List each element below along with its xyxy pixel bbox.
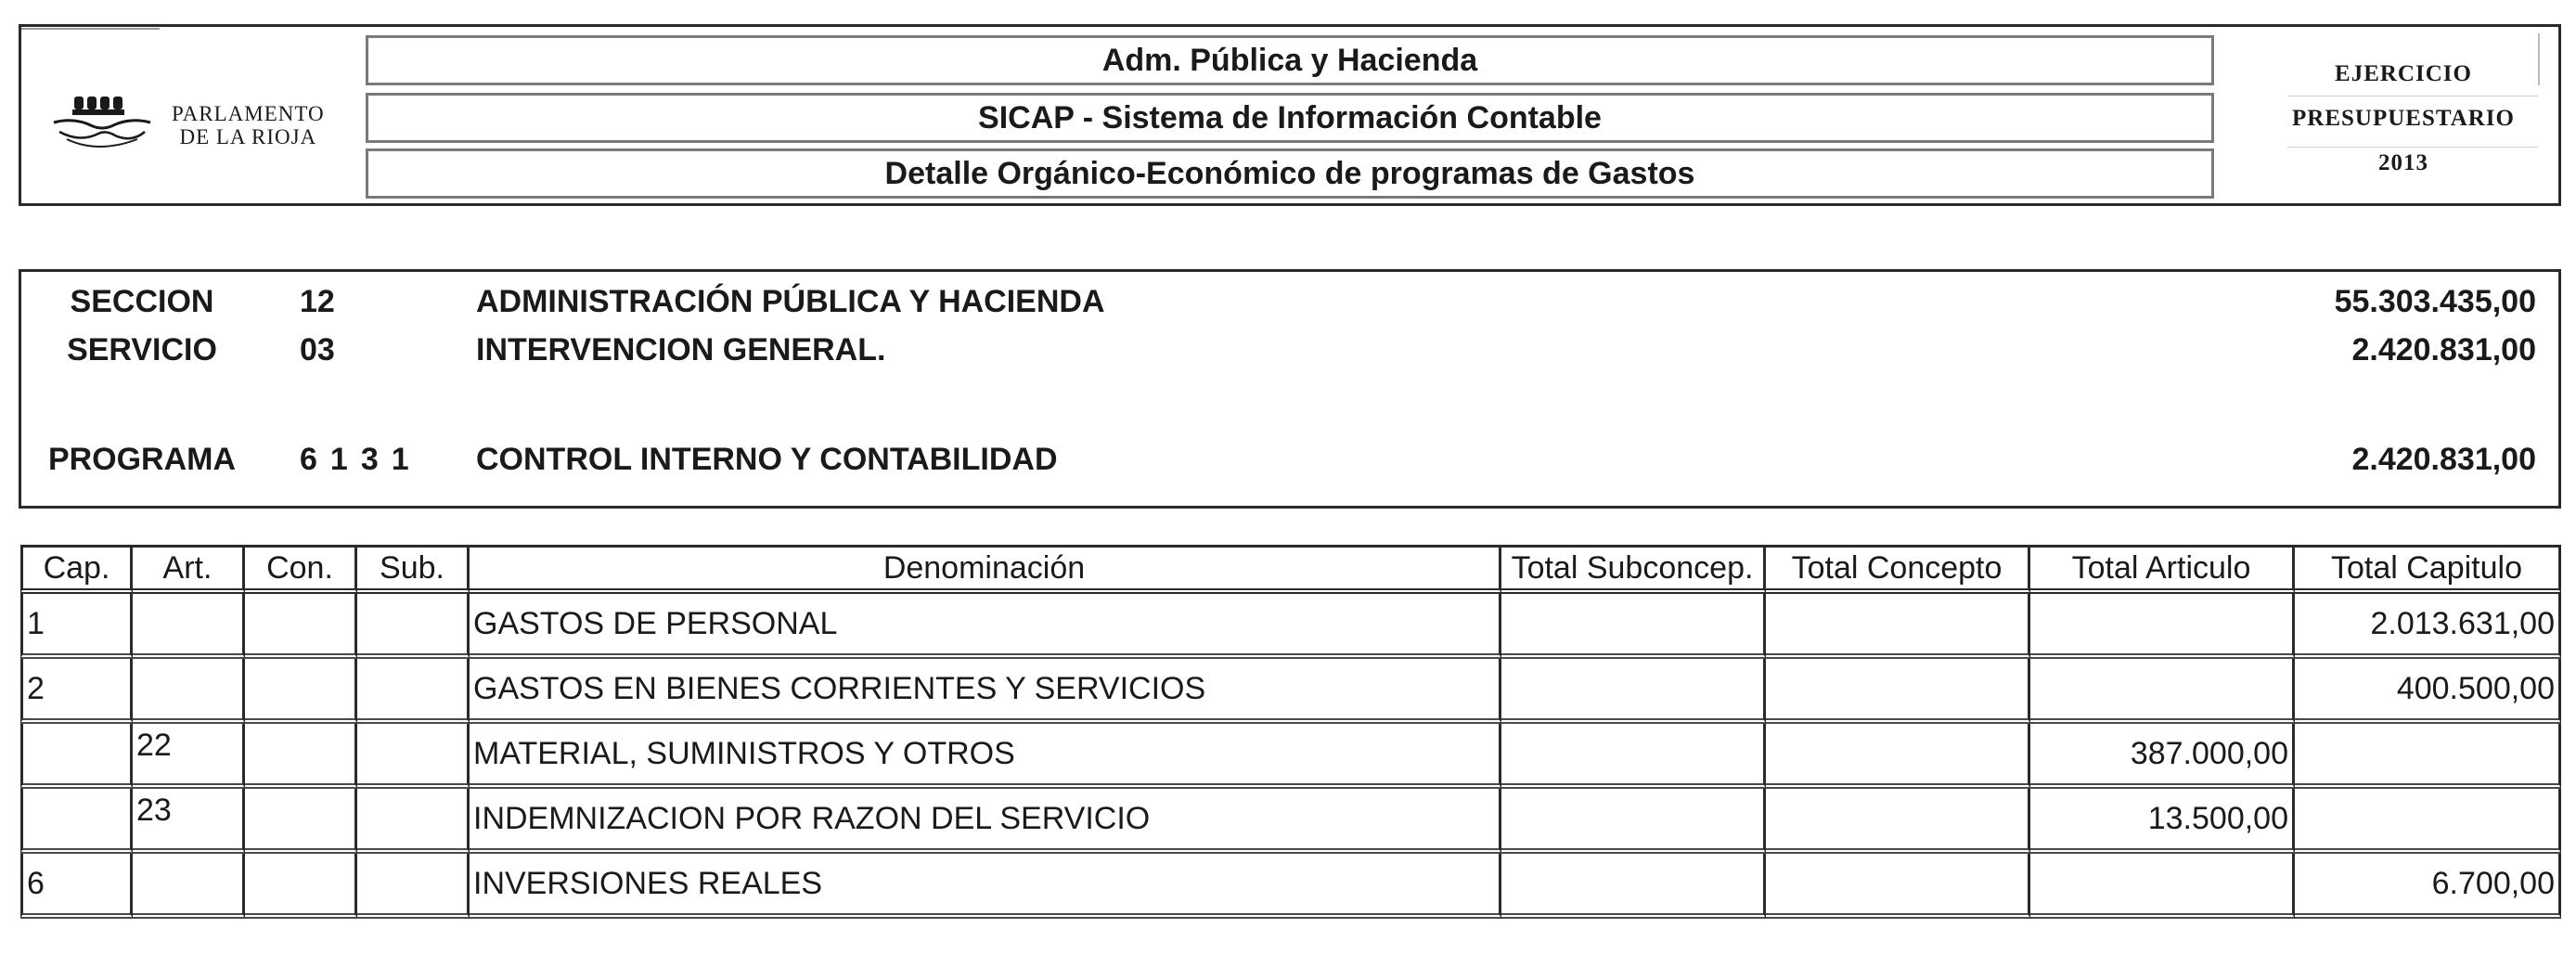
cell-total-concepto xyxy=(1766,594,2030,659)
parliament-logo xyxy=(28,65,334,167)
cell-total-capitulo: 6.700,00 xyxy=(2295,854,2561,919)
cell-total-capitulo: 2.013.631,00 xyxy=(2295,594,2561,659)
cell-total-concepto xyxy=(1766,854,2030,919)
presupuestario-label: PRESUPUESTARIO xyxy=(2292,106,2515,131)
cell-total-subconcep xyxy=(1501,659,1766,724)
header-title-line-1: Adm. Pública y Hacienda xyxy=(366,35,2214,85)
programa-label: PROGRAMA xyxy=(47,442,237,477)
seccion-name: ADMINISTRACIÓN PÚBLICA Y HACIENDA xyxy=(476,284,1105,319)
cell-art: 22 xyxy=(133,724,245,789)
parliament-emblem-icon xyxy=(46,84,158,158)
program-info-box xyxy=(19,269,2561,509)
servicio-amount: 2.420.831,00 xyxy=(2351,332,2536,367)
logo-text-line-1: PARLAMENTO xyxy=(172,102,325,125)
gastos-detail-table xyxy=(20,545,2561,919)
cell-total-concepto xyxy=(1766,789,2030,854)
seccion-code: 12 xyxy=(300,284,335,319)
ejercicio-label: EJERCICIO xyxy=(2335,61,2472,86)
cell-denominacion: GASTOS EN BIENES CORRIENTES Y SERVICIOS xyxy=(470,659,1501,724)
programa-row xyxy=(21,439,2558,480)
cell-sub xyxy=(357,724,470,789)
col-header-total-concepto: Total Concepto xyxy=(1766,545,2030,594)
cell-cap: 6 xyxy=(20,854,133,919)
ejercicio-rule-2 xyxy=(2287,147,2538,148)
cell-sub xyxy=(357,594,470,659)
cell-con xyxy=(245,724,357,789)
cell-con xyxy=(245,854,357,919)
cell-total-articulo: 13.500,00 xyxy=(2030,789,2295,854)
logo-text xyxy=(172,102,325,148)
cell-total-subconcep xyxy=(1501,724,1766,789)
cell-denominacion: INDEMNIZACION POR RAZON DEL SERVICIO xyxy=(470,789,1501,854)
cell-denominacion: MATERIAL, SUMINISTROS Y OTROS xyxy=(470,724,1501,789)
ejercicio-rule-1 xyxy=(2287,96,2538,97)
col-header-denominacion: Denominación xyxy=(470,545,1501,594)
cell-sub xyxy=(357,789,470,854)
col-header-total-articulo: Total Articulo xyxy=(2030,545,2295,594)
cell-total-concepto xyxy=(1766,659,2030,724)
cell-con xyxy=(245,789,357,854)
cell-total-articulo xyxy=(2030,854,2295,919)
cell-total-articulo: 387.000,00 xyxy=(2030,724,2295,789)
cell-total-articulo xyxy=(2030,659,2295,724)
header-title-line-2: SICAP - Sistema de Información Contable xyxy=(366,93,2214,143)
cell-art: 23 xyxy=(133,789,245,854)
cell-cap: 2 xyxy=(20,659,133,724)
table-row xyxy=(20,789,2561,854)
cell-con xyxy=(245,659,357,724)
servicio-label: SERVICIO xyxy=(67,332,217,367)
ejercicio-year: 2013 xyxy=(2378,150,2428,175)
servicio-name: INTERVENCION GENERAL. xyxy=(476,332,886,367)
table-row xyxy=(20,724,2561,789)
servicio-row xyxy=(21,329,2558,370)
cell-cap xyxy=(20,724,133,789)
table-row xyxy=(20,594,2561,659)
cell-art xyxy=(133,594,245,659)
cell-cap xyxy=(20,789,133,854)
cell-total-capitulo xyxy=(2295,789,2561,854)
programa-name: CONTROL INTERNO Y CONTABILIDAD xyxy=(476,442,1058,477)
table-header-row xyxy=(20,545,2561,594)
cell-sub xyxy=(357,854,470,919)
logo-text-line-2: DE LA RIOJA xyxy=(179,125,317,148)
servicio-code: 03 xyxy=(300,332,335,367)
cell-art xyxy=(133,659,245,724)
cell-con xyxy=(245,594,357,659)
col-header-con: Con. xyxy=(245,545,357,594)
programa-code: 6131 xyxy=(300,442,422,477)
cell-total-concepto xyxy=(1766,724,2030,789)
col-header-sub: Sub. xyxy=(357,545,470,594)
cell-total-subconcep xyxy=(1501,854,1766,919)
seccion-label: SECCION xyxy=(70,284,214,319)
programa-amount: 2.420.831,00 xyxy=(2351,442,2536,477)
col-header-cap: Cap. xyxy=(20,545,133,594)
seccion-row xyxy=(21,281,2558,322)
table-row xyxy=(20,854,2561,919)
cell-total-subconcep xyxy=(1501,594,1766,659)
cell-total-capitulo: 400.500,00 xyxy=(2295,659,2561,724)
col-header-total-capitulo: Total Capitulo xyxy=(2295,545,2561,594)
col-header-total-subconcep: Total Subconcep. xyxy=(1501,545,1766,594)
cell-denominacion: INVERSIONES REALES xyxy=(470,854,1501,919)
cell-art xyxy=(133,854,245,919)
cell-total-articulo xyxy=(2030,594,2295,659)
table-row xyxy=(20,659,2561,724)
seccion-amount: 55.303.435,00 xyxy=(2334,284,2536,319)
cell-total-capitulo xyxy=(2295,724,2561,789)
header-title-line-3: Detalle Orgánico-Económico de programas de Gastos xyxy=(366,148,2214,199)
col-header-art: Art. xyxy=(133,545,245,594)
cell-sub xyxy=(357,659,470,724)
cell-denominacion: GASTOS DE PERSONAL xyxy=(470,594,1501,659)
cell-cap: 1 xyxy=(20,594,133,659)
cell-total-subconcep xyxy=(1501,789,1766,854)
